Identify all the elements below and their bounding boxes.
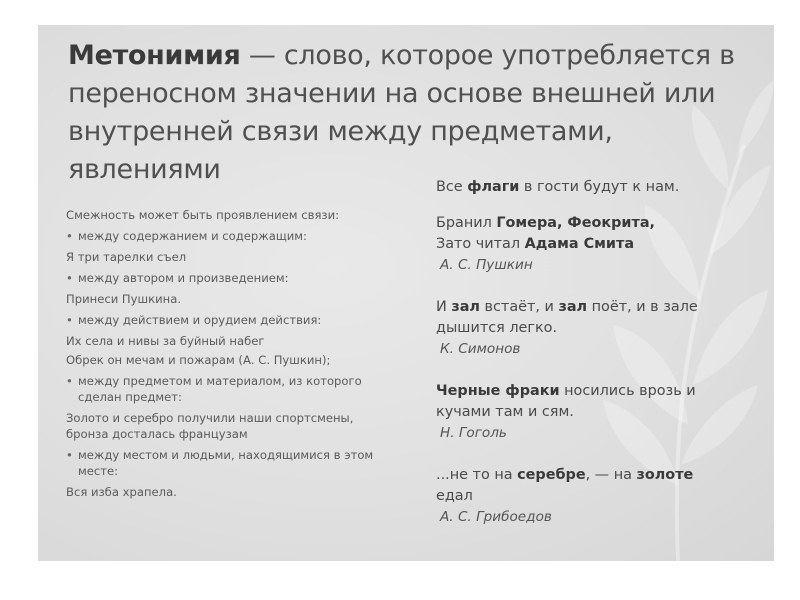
slide-title — [68, 37, 768, 189]
title-term: Метонимия — [68, 40, 241, 71]
quote-text: ...не то на — [436, 467, 518, 483]
slide — [38, 25, 774, 561]
quote-author: К. Симонов — [440, 341, 521, 357]
quote-highlight: Черные фраки — [436, 383, 560, 399]
quote-line: едал — [436, 488, 473, 504]
quote-line: дышится легко. — [436, 320, 558, 336]
quote-highlight: серебре — [517, 467, 586, 483]
quote-text: в гости будут к нам. — [519, 179, 680, 195]
quote-text: И — [436, 299, 452, 315]
example-text: Их села и нивы за буйный набег — [66, 334, 265, 348]
quote-highlight: зал — [558, 299, 588, 315]
quote-text: Зато читал — [436, 236, 525, 252]
quote-text: поёт, и в зале — [587, 299, 698, 315]
quote-line — [436, 465, 756, 486]
quote-line — [436, 213, 756, 234]
quote-author: А. С. Грибоедов — [440, 509, 552, 525]
quote-line — [436, 177, 756, 198]
bullet-author-work: • между автором и произведением: — [66, 270, 396, 286]
quote-text: Все — [436, 179, 468, 195]
quote-author: Н. Гоголь — [440, 425, 507, 441]
quote-highlight: Адама Смита — [524, 236, 635, 252]
example-text: Обрек он мечам и пожарам (А. С. Пушкин); — [66, 353, 331, 367]
bullet-object-material: • между предметом и материалом, из которого сделан предмет: — [66, 373, 396, 405]
example-text: Золото и серебро получили наши спортсмены, бронза досталась французам — [66, 411, 354, 441]
bullet-place-people: • между местом и людьми, находящимися в этом месте: — [66, 447, 396, 479]
bullet-content-container: • между содержанием и содержащим: — [66, 228, 396, 244]
quote-text: носились врозь и — [559, 383, 696, 399]
quote-text: встаёт, и — [479, 299, 559, 315]
right-column — [436, 177, 756, 528]
example-text: Я три тарелки съел — [66, 250, 187, 264]
intro-text: Смежность может быть проявлением связи: — [66, 208, 340, 222]
title-definition: — слово, которое употребляется в переносном значении на основе внешней или внутренней связи между предметами, явлениями — [68, 40, 735, 185]
quote-highlight: зал — [451, 299, 480, 315]
quote-line — [436, 381, 756, 402]
quote-line — [436, 234, 756, 255]
bullet-action-instrument: • между действием и орудием действия: — [66, 312, 396, 328]
quote-text: , — на — [585, 467, 637, 483]
quote-highlight: флаги — [467, 179, 520, 195]
left-column — [66, 207, 396, 505]
quote-highlight: Гомера, Феокрита, — [496, 215, 656, 231]
quote-text: Бранил — [436, 215, 497, 231]
quote-highlight: золоте — [636, 467, 694, 483]
example-text: Вся изба храпела. — [66, 485, 177, 499]
quote-author: А. С. Пушкин — [440, 257, 533, 273]
quote-line — [436, 297, 756, 318]
example-text: Принеси Пушкина. — [66, 292, 182, 306]
quote-line: кучами там и сям. — [436, 404, 574, 420]
